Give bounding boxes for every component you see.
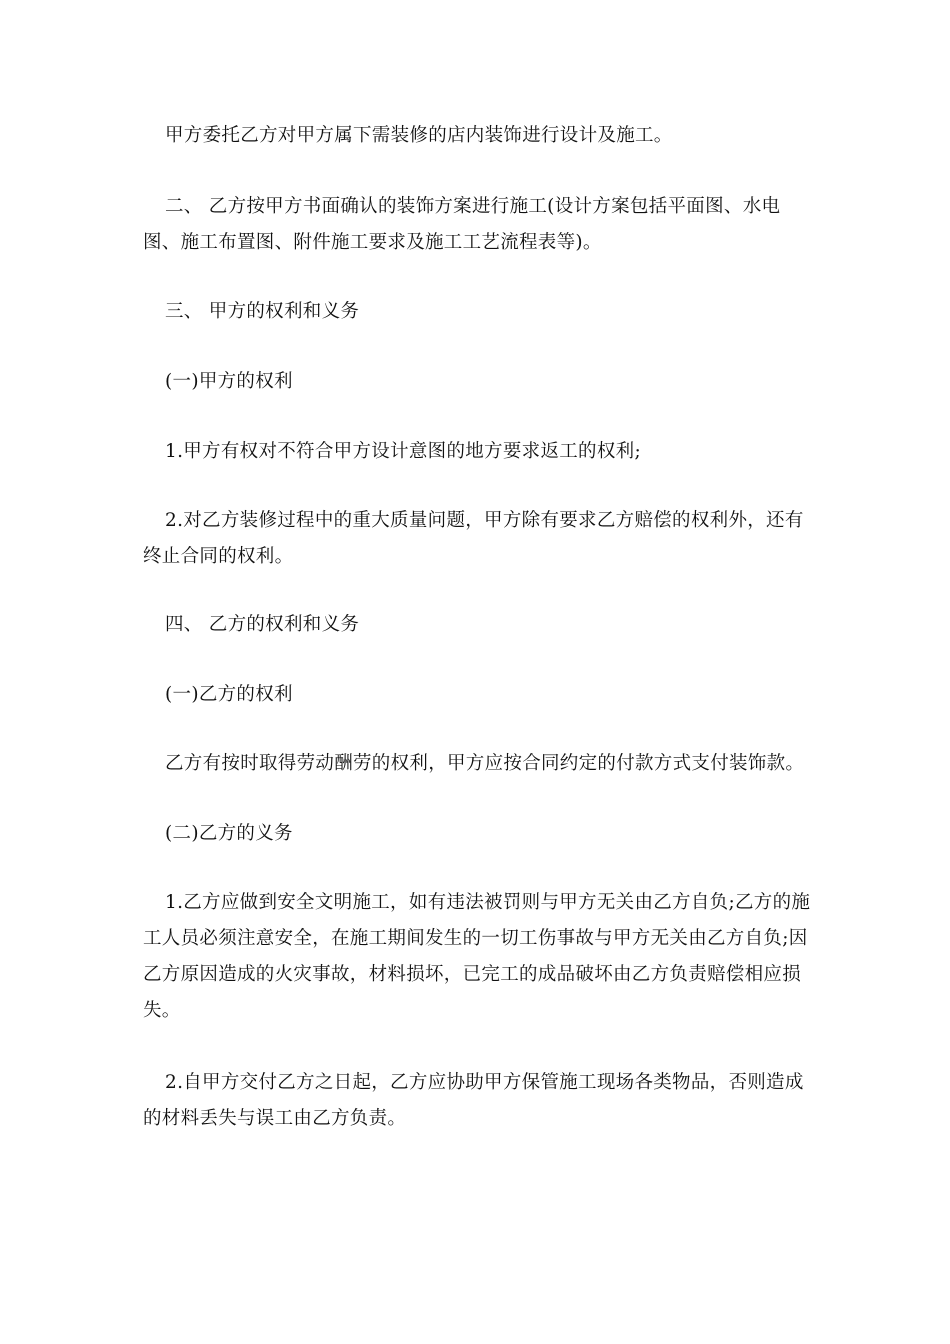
heading-clause-4 — [143, 607, 813, 643]
paragraph-clause-2 — [143, 189, 813, 261]
paragraph-scope — [143, 118, 813, 154]
subheading-text: (一)甲方的权利 — [165, 371, 293, 392]
paragraph-text: 二、 乙方按甲方书面确认的装饰方案进行施工(设计方案包括平面图、水电图、施工布置图、附件施工要求及施工工艺流程表等)。 — [143, 196, 781, 253]
paragraph-text: 乙方有按时取得劳动酬劳的权利，甲方应按合同约定的付款方式支付装饰款。 — [165, 753, 805, 774]
heading-clause-3 — [143, 294, 813, 330]
subheading-party-a-rights — [143, 364, 813, 400]
heading-text: 四、 乙方的权利和义务 — [165, 614, 360, 635]
list-item-text: 1.甲方有权对不符合甲方设计意图的地方要求返工的权利; — [165, 441, 641, 462]
subheading-party-b-duties — [143, 816, 813, 852]
paragraph-text: 甲方委托乙方对甲方属下需装修的店内装饰进行设计及施工。 — [165, 125, 673, 146]
subheading-party-b-rights — [143, 677, 813, 713]
list-item-a-2 — [143, 503, 813, 575]
subheading-text: (二)乙方的义务 — [165, 823, 293, 844]
subheading-text: (一)乙方的权利 — [165, 684, 293, 705]
list-item-text: 1.乙方应做到安全文明施工，如有违法被罚则与甲方无关由乙方自负;乙方的施工人员必须注意安全，在施工期间发生的一切工伤事故与甲方无关由乙方自负;因乙方原因造成的火灾事故，材料损坏，已完工的成品破坏由乙方负责赔偿相应损失。 — [143, 892, 811, 1021]
list-item-text: 2.对乙方装修过程中的重大质量问题，甲方除有要求乙方赔偿的权利外，还有终止合同的权利。 — [143, 510, 804, 567]
list-item-a-1 — [143, 434, 813, 470]
list-item-b-2 — [143, 1065, 813, 1137]
paragraph-party-b-right — [143, 746, 813, 782]
heading-text: 三、 甲方的权利和义务 — [165, 301, 360, 322]
list-item-b-1 — [143, 885, 813, 1029]
list-item-text: 2.自甲方交付乙方之日起，乙方应协助甲方保管施工现场各类物品，否则造成的材料丢失与误工由乙方负责。 — [143, 1072, 804, 1129]
